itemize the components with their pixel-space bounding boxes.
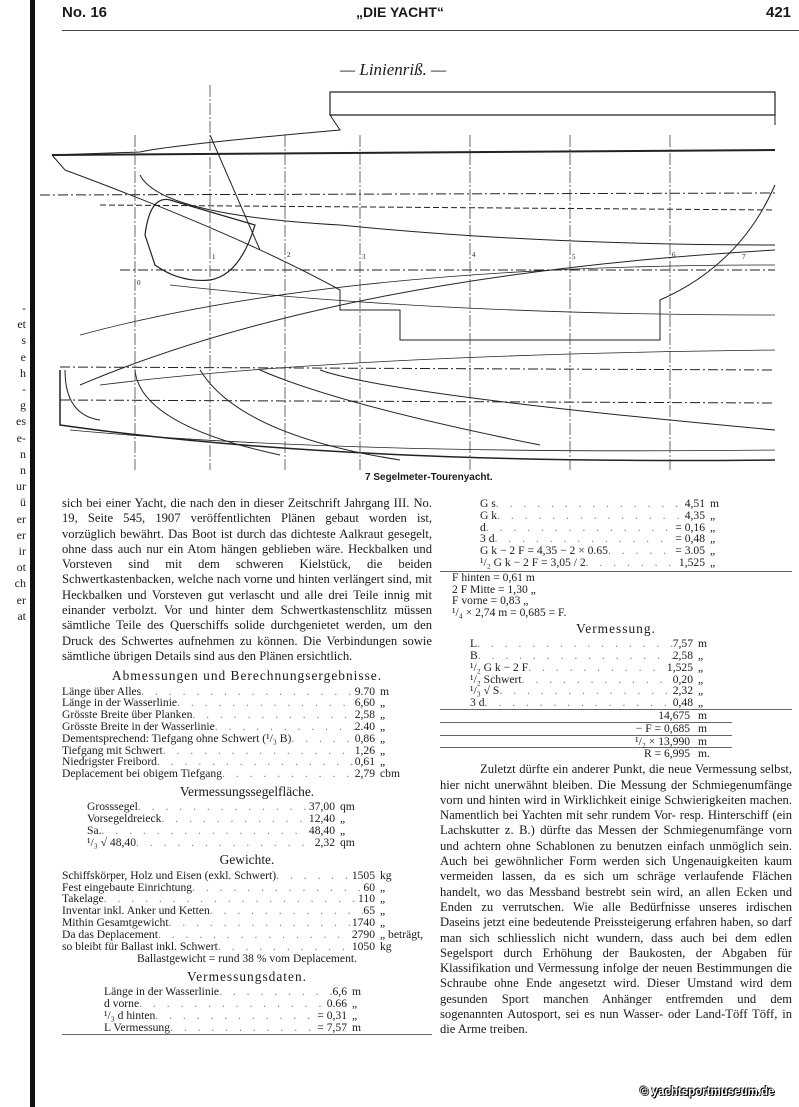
unit: m: [698, 709, 708, 723]
table-row: [62, 870, 414, 882]
row-unit: „: [698, 696, 704, 710]
row-value: 1505: [351, 868, 375, 882]
dimensions-heading: Abmessungen und Berechnungsergebnisse.: [111, 668, 383, 684]
row-label: Grosssegel: [87, 800, 138, 814]
row-label: d: [480, 520, 486, 534]
row-value: 0,20: [672, 672, 693, 686]
station-label: 5: [572, 253, 576, 261]
table-row: [480, 510, 744, 522]
row-label: ¹/₄ × 2,74 m = 0,685 = F.: [452, 606, 567, 620]
row-value: 2.40: [354, 719, 375, 733]
edge-fragment: ir: [18, 544, 26, 559]
weights-table: [62, 870, 432, 953]
measurement-data-heading: Vermessungsdaten.: [186, 969, 307, 985]
edge-fragment: h: [20, 365, 26, 380]
table-row: [470, 697, 732, 709]
vermessung-heading: Vermessung.: [576, 620, 656, 636]
row-value: 110: [358, 892, 375, 906]
row-label: ¹/₃ √ 48,40: [87, 835, 136, 849]
row-unit: „: [380, 915, 386, 929]
row-unit: „: [380, 755, 386, 769]
dot-leader: [586, 557, 679, 569]
dot-leader: [499, 685, 672, 697]
row-unit: m: [380, 684, 390, 698]
edge-fragment: er: [16, 527, 26, 542]
row-value: 9.70: [354, 684, 375, 698]
row-unit: kg: [380, 939, 392, 953]
dot-leader: [155, 1010, 317, 1022]
row-value: 1,26: [354, 743, 375, 757]
lines-plan-drawing: [40, 85, 790, 470]
dot-leader: [522, 674, 673, 686]
dot-leader: [276, 870, 352, 882]
edge-fragment: e: [20, 349, 26, 364]
row-value: 7,57: [672, 637, 693, 651]
dot-leader: [169, 917, 352, 929]
table-row: [480, 557, 744, 569]
row-value: = 0,16: [675, 520, 705, 534]
dot-leader: [177, 697, 355, 709]
table-row: [62, 927, 424, 941]
edge-fragment: ü: [20, 495, 26, 510]
half-value: ¹/₂ × 13,990: [635, 734, 691, 748]
row-label: B: [470, 649, 478, 663]
row-label: Dementsprechend: Tiefgang ohne Schwert (¹/₃ B): [62, 731, 292, 745]
closing-paragraph: Zuletzt dürfte ein anderer Punkt, die neue Vermessung selbst, hier nicht unerwähnt bleiben. Die Messung der Schmiegenumfänge vorn und hinten wird in Wirklichkeit einige Schwierigkeiten machen. Namentlich bei Yachten mit sehr rundem Vor- resp. Hinterschiff (ein Lachskutter z. B.) dürfte das Messen der Schmiegenumfänge vorn und achtern ohne Schablonen zu benutzen einfach unmöglich sein. Auch bei gewöhnlicher Form werden sich Ungenauigkeiten kaum vermeiden lassen, da es sich um schräge verlaufende Flächen handelt, wo das Messband bestrebt sein wird, an allen Ecken und Enden zu verrutschen. Wie alle Bedürfnisse unseres irdischen Daseins jetzt eine bedeutende Preissteigerung erfahren haben, so darf man sich schliesslich nicht wundern, dass auch bei dem edlen Segelsport durch Erhöhung der Baukosten, der Abgaben für Klassifikation und Vermessung infolge der neuen Bestimmungen die Schraube ohne Ende angesetzt wird. Dieser Umstand wird dem gesunden Sport manchen Anhänger entfremden und dem sogenannten Autosport, sei es nun Wasser- oder Land-Töff Töff, in die Arme treiben.: [440, 762, 792, 1037]
row-label: G k − 2 F = 4,35 − 2 × 0.65: [480, 544, 608, 558]
row-unit: „: [380, 743, 386, 757]
row-label: 2 F Mitte = 1,30 „: [452, 582, 536, 596]
table-row: [87, 825, 374, 837]
row-value: 12,40: [308, 812, 335, 826]
row-value: = 7,57: [317, 1020, 347, 1034]
intro-paragraph: sich bei einer Yacht, die nach den in dieser Zeitschrift Jahrgang III. No. 19, Seite 545, 1907 veröffentlichten Plänen gebaut worden ist, vorzüglich bewährt. Das Boot ist durch das dichteste Aalkraut gesegelt, ohne dass auch nur ein Atom hängen geblieben wäre. Heckbalken und Vorsteven sind mit dem schweren Kielstück, die beiden Schwertkastenbacken, welche nach vorne und hinten verlängert sind, mit Heckbalken und Vorsteven gut verlascht und alle drei Teile innig mit einander verbolzt. Vor und hinter dem Schwertkastenschlitz müssen sämtliche Teile des Querschiffs solide durchgenietet werden, um den Druck des Schwertes aufnehmen zu können. Die Verbindungen sowie sämtliche übrigen Details sind aus den Plänen ersichtlich.: [62, 496, 432, 663]
previous-page-edge: [0, 300, 26, 624]
row-value: = 0,31: [317, 1008, 347, 1022]
row-value: 0,61: [354, 755, 375, 769]
table-row: [62, 941, 414, 953]
weights-heading: Gewichte.: [219, 852, 275, 868]
row-label: Da das Deplacement: [62, 927, 158, 941]
dot-leader: [192, 709, 354, 721]
row-unit: kg: [380, 868, 392, 882]
row-unit: qm: [340, 835, 355, 849]
dot-leader: [219, 986, 332, 998]
table-row: [62, 917, 414, 929]
watermark: © yachtsportmuseum.de: [640, 1086, 775, 1098]
row-value: 2,79: [354, 767, 375, 781]
row-unit: „: [698, 684, 704, 698]
row-unit: „: [380, 696, 386, 710]
station-label: 7: [742, 253, 746, 261]
row-label: G k: [480, 508, 498, 522]
row-label: Niedrigster Freibord: [62, 755, 157, 769]
table-row: [452, 572, 592, 584]
row-unit: „: [340, 823, 346, 837]
row-label: ¹/₃ √ S: [470, 684, 500, 698]
girth-calculation-table: [440, 498, 792, 572]
row-value: 60: [363, 880, 375, 894]
edge-fragment: s: [21, 333, 26, 348]
row-value: 2,32: [672, 684, 693, 698]
row-label: ¹/₂ G k − 2 F = 3,05 / 2: [480, 555, 586, 569]
row-value: = 0,48: [675, 532, 705, 546]
measurement-data-table: [62, 986, 432, 1034]
row-value: 4,51: [684, 497, 705, 510]
dot-leader: [218, 941, 352, 953]
row-unit: „: [340, 812, 346, 826]
row-label: L Vermessung: [104, 1020, 171, 1034]
row-unit: „: [380, 892, 386, 906]
journal-title: „DIE YACHT“: [356, 4, 444, 20]
row-label: L: [470, 637, 478, 651]
table-row: [62, 733, 414, 745]
edge-fragment: -: [22, 382, 26, 397]
dot-leader: [163, 745, 355, 757]
dot-leader: [486, 522, 675, 534]
edge-fragment: n: [20, 463, 26, 478]
row-unit: „ beträgt,: [380, 927, 424, 941]
row-value: 6,6: [332, 985, 347, 999]
figure-caption: 7 Segelmeter-Tourenyacht.: [365, 472, 493, 483]
edge-fragment: es: [16, 414, 26, 429]
row-unit: m: [352, 985, 362, 999]
dot-leader: [215, 721, 355, 733]
row-label: F hinten = 0,61 m: [452, 570, 535, 584]
unit: m.: [698, 747, 710, 761]
station-label: 0: [137, 279, 141, 287]
row-label: Vorsegeldreieck: [87, 812, 162, 826]
page-gutter: [30, 0, 35, 1107]
row-unit: m: [352, 1020, 362, 1034]
table-row: [87, 837, 374, 849]
row-label: Länge in der Wasserlinie: [62, 696, 178, 710]
row-label: G s: [480, 497, 496, 510]
table-row: [62, 721, 414, 733]
row-unit: „: [380, 719, 386, 733]
dot-leader: [477, 638, 673, 650]
row-value: 37,00: [308, 800, 335, 814]
edge-fragment: ch: [14, 576, 26, 591]
row-unit: „: [710, 508, 716, 522]
row-unit: „: [352, 997, 358, 1011]
row-value: 48,40: [308, 823, 335, 837]
table-row: [104, 1022, 386, 1034]
edge-fragment: g: [20, 398, 26, 413]
row-unit: „: [710, 520, 716, 534]
unit: m: [698, 721, 708, 735]
row-unit: „: [380, 880, 386, 894]
row-label: Fest eingebaute Einrichtung: [62, 880, 193, 894]
edge-fragment: at: [17, 608, 26, 623]
dot-leader: [485, 697, 673, 709]
row-unit: „: [710, 555, 716, 569]
row-value: 65: [363, 904, 375, 918]
row-label: Mithin Gesamtgewicht: [62, 915, 169, 929]
row-label: so bleibt für Ballast inkl. Schwert: [62, 939, 218, 953]
freeboard-calculation: [440, 572, 592, 619]
vermessung-table: [440, 638, 792, 710]
row-label: Tiefgang mit Schwert: [62, 743, 163, 757]
dot-leader: [192, 882, 363, 894]
dot-leader: [497, 510, 685, 522]
row-label: ¹/₃ d hinten: [104, 1008, 156, 1022]
dot-leader: [139, 998, 327, 1010]
minus-f-value: − F = 0,685: [635, 721, 691, 735]
row-label: Sa.: [87, 823, 102, 837]
dot-leader: [608, 545, 675, 557]
issue-number: No. 16: [62, 4, 108, 21]
table-row: [104, 1010, 386, 1022]
row-label: Länge in der Wasserlinie: [104, 985, 220, 999]
station-label: 1: [212, 253, 216, 261]
row-value: 1,525: [666, 660, 693, 674]
row-label: Grösste Breite in der Wasserlinie: [62, 719, 215, 733]
dot-leader: [138, 801, 309, 813]
sail-area-table: [62, 801, 432, 848]
edge-fragment: e-: [16, 430, 26, 445]
row-label: Inventar inkl. Anker und Ketten: [62, 904, 210, 918]
row-value: 0.66: [326, 997, 347, 1011]
row-label: ¹/₂ G k − 2 F: [470, 660, 529, 674]
row-label: Grösste Breite über Planken: [62, 708, 193, 722]
sail-area-heading: Vermessungssegelfläche.: [179, 783, 315, 799]
row-unit: „: [380, 731, 386, 745]
dot-leader: [102, 825, 309, 837]
dot-leader: [161, 813, 308, 825]
row-unit: „: [352, 1008, 358, 1022]
row-label: ¹/₂ Schwert: [470, 672, 522, 686]
row-unit: „: [710, 532, 716, 546]
row-value: 6,60: [354, 696, 375, 710]
header-rule: [62, 30, 799, 31]
row-label: 3 d: [470, 696, 485, 710]
row-unit: „: [698, 672, 704, 686]
row-unit: qm: [340, 800, 355, 814]
row-unit: „: [710, 544, 716, 558]
figure-title: — Linienriß. —: [340, 60, 447, 79]
row-label: F vorne = 0,83 „: [452, 594, 529, 608]
edge-fragment: et: [17, 317, 26, 332]
row-value: 0,86: [354, 731, 375, 745]
row-label: Länge über Alles: [62, 684, 142, 698]
table-row: [452, 607, 592, 619]
row-value: 0,48: [672, 696, 693, 710]
dot-leader: [158, 929, 352, 941]
dot-leader: [136, 837, 315, 849]
dot-leader: [528, 662, 667, 674]
edge-fragment: n: [20, 446, 26, 461]
dot-leader: [210, 905, 364, 917]
dimensions-table: [62, 686, 432, 780]
row-value: 2,58: [672, 649, 693, 663]
station-label: 3: [362, 253, 366, 261]
row-unit: cbm: [380, 767, 400, 781]
row-label: 3 d: [480, 532, 495, 546]
right-column: [440, 498, 792, 1038]
edge-fragment: ur: [16, 479, 26, 494]
row-unit: „: [698, 649, 704, 663]
row-label: d vorne: [104, 997, 140, 1011]
unit: m: [698, 734, 708, 748]
row-unit: „: [698, 660, 704, 674]
dot-leader: [170, 1022, 317, 1034]
row-unit: „: [380, 904, 386, 918]
station-label: 6: [672, 251, 676, 259]
table-row: [62, 768, 414, 780]
row-value: 4,35: [684, 508, 705, 522]
edge-fragment: ot: [16, 560, 26, 575]
row-value: 1,525: [678, 555, 705, 569]
row-value: 1050: [351, 939, 375, 953]
left-column: [62, 496, 432, 1035]
dot-leader: [291, 733, 354, 745]
edge-fragment: er: [16, 592, 26, 607]
row-label: Takelage: [62, 892, 104, 906]
row-unit: m: [710, 497, 720, 510]
row-value: 2,32: [314, 835, 335, 849]
vermessung-totals: [440, 710, 792, 760]
dot-leader: [222, 768, 355, 780]
dot-leader: [496, 498, 685, 510]
station-label: 2: [287, 251, 291, 259]
page-number: 421: [766, 4, 792, 21]
station-label: 4: [472, 251, 476, 259]
edge-fragment: -: [22, 301, 26, 315]
row-label: Schiffskörper, Holz und Eisen (exkl. Schwert): [62, 868, 277, 882]
row-unit: m: [698, 637, 708, 651]
row-value: 2,58: [354, 708, 375, 722]
edge-fragment: er: [16, 511, 26, 526]
row-unit: „: [380, 708, 386, 722]
row-value: = 3.05: [675, 544, 705, 558]
ballast-note: Ballastgewicht = rund 38 % vom Deplacement.: [137, 952, 357, 966]
row-label: Deplacement bei obigem Tiefgang: [62, 767, 223, 781]
table-row: [470, 662, 732, 674]
row-value: 2790: [351, 927, 375, 941]
r-value: R = 6,995: [643, 747, 691, 761]
sum-value: 14,675: [658, 709, 691, 723]
row-value: 1740: [351, 915, 375, 929]
